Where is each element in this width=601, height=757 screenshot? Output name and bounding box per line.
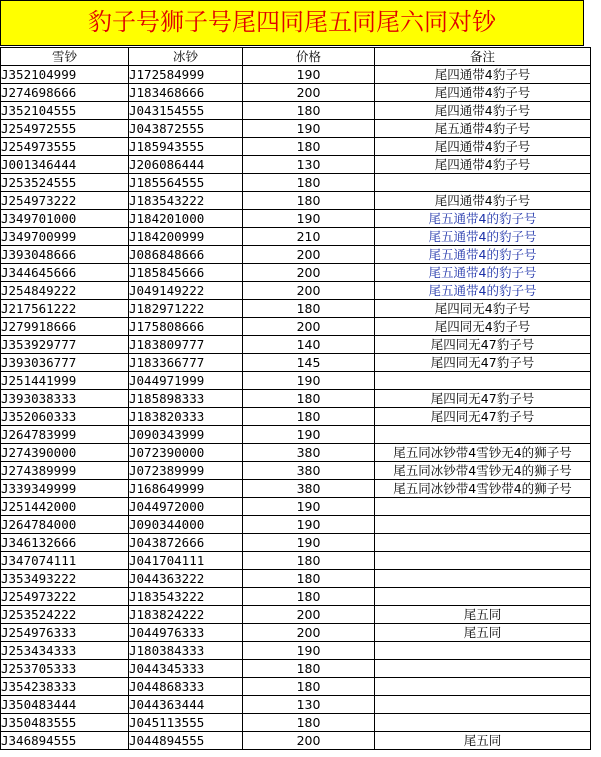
snow-serial-cell[interactable]: J346894555 (1, 732, 129, 750)
ice-serial-cell[interactable]: J172584999 (129, 66, 243, 84)
price-cell[interactable]: 180 (243, 408, 375, 426)
ice-serial-cell[interactable]: J090343999 (129, 426, 243, 444)
table-row (1, 174, 591, 192)
table-row (1, 210, 591, 228)
snow-serial-cell[interactable]: J253434333 (1, 642, 129, 660)
ice-serial-cell[interactable]: J183820333 (129, 408, 243, 426)
snow-serial-cell[interactable]: J347074111 (1, 552, 129, 570)
table-row (1, 678, 591, 696)
price-cell[interactable]: 190 (243, 516, 375, 534)
table-row (1, 606, 591, 624)
table-row (1, 102, 591, 120)
snow-serial-cell[interactable]: J001346444 (1, 156, 129, 174)
price-cell[interactable]: 180 (243, 588, 375, 606)
header-row (1, 48, 591, 66)
price-cell[interactable]: 200 (243, 732, 375, 750)
ice-serial-cell[interactable]: J044972000 (129, 498, 243, 516)
table-row (1, 192, 591, 210)
ice-serial-cell[interactable]: J180384333 (129, 642, 243, 660)
table-row (1, 120, 591, 138)
price-cell[interactable]: 180 (243, 390, 375, 408)
header-price: 价格 (243, 48, 375, 66)
remark-cell[interactable]: 尾四通带4豹子号 (375, 66, 591, 84)
sheet-title: 豹子号狮子号尾四同尾五同尾六同对钞 (88, 8, 496, 36)
remark-cell[interactable]: 尾五同冰钞带4雪钞无4的狮子号 (375, 462, 591, 480)
price-cell[interactable]: 190 (243, 120, 375, 138)
ice-serial-cell[interactable]: J183543222 (129, 588, 243, 606)
price-cell[interactable]: 180 (243, 138, 375, 156)
table-row (1, 426, 591, 444)
price-cell[interactable]: 145 (243, 354, 375, 372)
price-cell[interactable]: 200 (243, 246, 375, 264)
price-cell[interactable]: 380 (243, 480, 375, 498)
ice-serial-cell[interactable]: J044363222 (129, 570, 243, 588)
snow-serial-cell[interactable]: J353493222 (1, 570, 129, 588)
ice-serial-cell[interactable]: J044345333 (129, 660, 243, 678)
ice-serial-cell[interactable]: J049149222 (129, 282, 243, 300)
price-cell[interactable]: 190 (243, 534, 375, 552)
ice-serial-cell[interactable]: J183824222 (129, 606, 243, 624)
snow-serial-cell[interactable]: J352104555 (1, 102, 129, 120)
remark-cell[interactable] (375, 714, 591, 732)
remark-cell[interactable] (375, 534, 591, 552)
price-cell[interactable]: 180 (243, 678, 375, 696)
table-row (1, 732, 591, 750)
price-cell[interactable]: 190 (243, 66, 375, 84)
snow-serial-cell[interactable]: J393048666 (1, 246, 129, 264)
remark-cell[interactable] (375, 660, 591, 678)
snow-serial-cell[interactable]: J254849222 (1, 282, 129, 300)
table-row (1, 570, 591, 588)
remark-cell[interactable]: 尾五通带4的豹子号 (375, 210, 591, 228)
table-row (1, 696, 591, 714)
table-row (1, 444, 591, 462)
ice-serial-cell[interactable]: J184201000 (129, 210, 243, 228)
snow-serial-cell[interactable]: J254973222 (1, 588, 129, 606)
snow-serial-cell[interactable]: J346132666 (1, 534, 129, 552)
snow-serial-cell[interactable]: J253524222 (1, 606, 129, 624)
ice-serial-cell[interactable]: J043872666 (129, 534, 243, 552)
table-row (1, 246, 591, 264)
ice-serial-cell[interactable]: J044971999 (129, 372, 243, 390)
table-row (1, 534, 591, 552)
price-cell[interactable]: 190 (243, 498, 375, 516)
header-snow-note: 雪钞 (1, 48, 129, 66)
snow-serial-cell[interactable]: J254972555 (1, 120, 129, 138)
ice-serial-cell[interactable]: J044976333 (129, 624, 243, 642)
price-cell[interactable]: 180 (243, 102, 375, 120)
ice-serial-cell[interactable]: J184200999 (129, 228, 243, 246)
price-cell[interactable]: 200 (243, 264, 375, 282)
price-cell[interactable]: 140 (243, 336, 375, 354)
table-row (1, 390, 591, 408)
snow-serial-cell[interactable]: J352104999 (1, 66, 129, 84)
price-cell[interactable]: 190 (243, 642, 375, 660)
snow-serial-cell[interactable]: J352060333 (1, 408, 129, 426)
price-cell[interactable]: 190 (243, 210, 375, 228)
ice-serial-cell[interactable]: J168649999 (129, 480, 243, 498)
remark-cell[interactable] (375, 372, 591, 390)
remark-cell[interactable]: 尾四通带4豹子号 (375, 84, 591, 102)
remark-cell[interactable]: 尾四通带4豹子号 (375, 156, 591, 174)
ice-serial-cell[interactable]: J185845666 (129, 264, 243, 282)
remark-cell[interactable]: 尾四同无47豹子号 (375, 354, 591, 372)
ice-serial-cell[interactable]: J041704111 (129, 552, 243, 570)
remark-cell[interactable]: 尾五通带4的豹子号 (375, 282, 591, 300)
snow-serial-cell[interactable]: J274389999 (1, 462, 129, 480)
snow-serial-cell[interactable]: J251442000 (1, 498, 129, 516)
title-banner (0, 0, 584, 46)
table-row (1, 336, 591, 354)
price-cell[interactable]: 130 (243, 156, 375, 174)
table-row (1, 300, 591, 318)
table-row (1, 552, 591, 570)
price-cell[interactable]: 180 (243, 660, 375, 678)
snow-serial-cell[interactable]: J254973555 (1, 138, 129, 156)
ice-serial-cell[interactable]: J183809777 (129, 336, 243, 354)
table-row (1, 516, 591, 534)
table-row (1, 264, 591, 282)
ice-serial-cell[interactable]: J183366777 (129, 354, 243, 372)
remark-cell[interactable]: 尾五通带4的豹子号 (375, 228, 591, 246)
price-cell[interactable]: 180 (243, 192, 375, 210)
remark-cell[interactable] (375, 516, 591, 534)
price-cell[interactable]: 180 (243, 300, 375, 318)
remark-cell[interactable] (375, 426, 591, 444)
table-row (1, 624, 591, 642)
table-row (1, 588, 591, 606)
remark-cell[interactable] (375, 588, 591, 606)
ice-serial-cell[interactable]: J043154555 (129, 102, 243, 120)
remark-cell[interactable]: 尾五同冰钞带4雪钞无4的狮子号 (375, 444, 591, 462)
ice-serial-cell[interactable]: J090344000 (129, 516, 243, 534)
remark-cell[interactable]: 尾四通带4豹子号 (375, 138, 591, 156)
ice-serial-cell[interactable]: J182971222 (129, 300, 243, 318)
snow-serial-cell[interactable]: J264784000 (1, 516, 129, 534)
remark-cell[interactable]: 尾四同无47豹子号 (375, 390, 591, 408)
remark-cell[interactable] (375, 678, 591, 696)
ice-serial-cell[interactable]: J175808666 (129, 318, 243, 336)
ice-serial-cell[interactable]: J043872555 (129, 120, 243, 138)
remark-cell[interactable]: 尾五通带4的豹子号 (375, 246, 591, 264)
ice-serial-cell[interactable]: J072390000 (129, 444, 243, 462)
snow-serial-cell[interactable]: J349701000 (1, 210, 129, 228)
snow-serial-cell[interactable]: J350483555 (1, 714, 129, 732)
price-cell[interactable]: 180 (243, 174, 375, 192)
ice-serial-cell[interactable]: J206086444 (129, 156, 243, 174)
ice-serial-cell[interactable]: J044868333 (129, 678, 243, 696)
table-row (1, 84, 591, 102)
price-cell[interactable]: 200 (243, 318, 375, 336)
price-cell[interactable]: 200 (243, 282, 375, 300)
table-row (1, 462, 591, 480)
snow-serial-cell[interactable]: J344645666 (1, 264, 129, 282)
snow-serial-cell[interactable]: J251441999 (1, 372, 129, 390)
price-cell[interactable]: 200 (243, 624, 375, 642)
table-row (1, 354, 591, 372)
remark-cell[interactable] (375, 498, 591, 516)
snow-serial-cell[interactable]: J393038333 (1, 390, 129, 408)
table-row (1, 228, 591, 246)
snow-serial-cell[interactable]: J274698666 (1, 84, 129, 102)
price-cell[interactable]: 210 (243, 228, 375, 246)
remark-cell[interactable]: 尾五同 (375, 624, 591, 642)
remark-cell[interactable]: 尾四同无4豹子号 (375, 300, 591, 318)
table-row (1, 480, 591, 498)
ice-serial-cell[interactable]: J185898333 (129, 390, 243, 408)
header-ice-note: 冰钞 (129, 48, 243, 66)
price-cell[interactable]: 180 (243, 552, 375, 570)
snow-serial-cell[interactable]: J274390000 (1, 444, 129, 462)
price-cell[interactable]: 380 (243, 444, 375, 462)
table-row (1, 156, 591, 174)
table-row (1, 714, 591, 732)
price-cell[interactable]: 180 (243, 570, 375, 588)
remark-cell[interactable]: 尾五同冰钞带4雪钞带4的狮子号 (375, 480, 591, 498)
snow-serial-cell[interactable]: J253705333 (1, 660, 129, 678)
snow-serial-cell[interactable]: J354238333 (1, 678, 129, 696)
ice-serial-cell[interactable]: J044363444 (129, 696, 243, 714)
remark-cell[interactable]: 尾四通带4豹子号 (375, 192, 591, 210)
remark-cell[interactable] (375, 696, 591, 714)
snow-serial-cell[interactable]: J264783999 (1, 426, 129, 444)
banknote-table (0, 47, 591, 750)
snow-serial-cell[interactable]: J253524555 (1, 174, 129, 192)
ice-serial-cell[interactable]: J086848666 (129, 246, 243, 264)
remark-cell[interactable]: 尾五通带4的豹子号 (375, 264, 591, 282)
price-cell[interactable]: 190 (243, 372, 375, 390)
table-row (1, 66, 591, 84)
table-row (1, 282, 591, 300)
ice-serial-cell[interactable]: J185943555 (129, 138, 243, 156)
remark-cell[interactable] (375, 174, 591, 192)
remark-cell[interactable]: 尾五通带4豹子号 (375, 120, 591, 138)
table-row (1, 642, 591, 660)
table-row (1, 498, 591, 516)
snow-serial-cell[interactable]: J279918666 (1, 318, 129, 336)
remark-cell[interactable]: 尾四通带4豹子号 (375, 102, 591, 120)
ice-serial-cell[interactable]: J183543222 (129, 192, 243, 210)
price-cell[interactable]: 380 (243, 462, 375, 480)
price-cell[interactable]: 190 (243, 426, 375, 444)
price-cell[interactable]: 130 (243, 696, 375, 714)
price-cell[interactable]: 200 (243, 84, 375, 102)
price-cell[interactable]: 180 (243, 714, 375, 732)
ice-serial-cell[interactable]: J185564555 (129, 174, 243, 192)
remark-cell[interactable]: 尾五同 (375, 606, 591, 624)
header-remark: 备注 (375, 48, 591, 66)
remark-cell[interactable] (375, 642, 591, 660)
remark-cell[interactable]: 尾四同无4豹子号 (375, 318, 591, 336)
remark-cell[interactable] (375, 570, 591, 588)
table-row (1, 660, 591, 678)
ice-serial-cell[interactable]: J072389999 (129, 462, 243, 480)
price-cell[interactable]: 200 (243, 606, 375, 624)
snow-serial-cell[interactable]: J217561222 (1, 300, 129, 318)
remark-cell[interactable]: 尾五同 (375, 732, 591, 750)
ice-serial-cell[interactable]: J044894555 (129, 732, 243, 750)
snow-serial-cell[interactable]: J353929777 (1, 336, 129, 354)
snow-serial-cell[interactable]: J349700999 (1, 228, 129, 246)
ice-serial-cell[interactable]: J045113555 (129, 714, 243, 732)
snow-serial-cell[interactable]: J254976333 (1, 624, 129, 642)
snow-serial-cell[interactable]: J393036777 (1, 354, 129, 372)
remark-cell[interactable] (375, 552, 591, 570)
ice-serial-cell[interactable]: J183468666 (129, 84, 243, 102)
remark-cell[interactable]: 尾四同无47豹子号 (375, 336, 591, 354)
remark-cell[interactable]: 尾四同无47豹子号 (375, 408, 591, 426)
table-row (1, 318, 591, 336)
table-row (1, 138, 591, 156)
table-row (1, 372, 591, 390)
table-row (1, 408, 591, 426)
snow-serial-cell[interactable]: J254973222 (1, 192, 129, 210)
snow-serial-cell[interactable]: J350483444 (1, 696, 129, 714)
snow-serial-cell[interactable]: J339349999 (1, 480, 129, 498)
